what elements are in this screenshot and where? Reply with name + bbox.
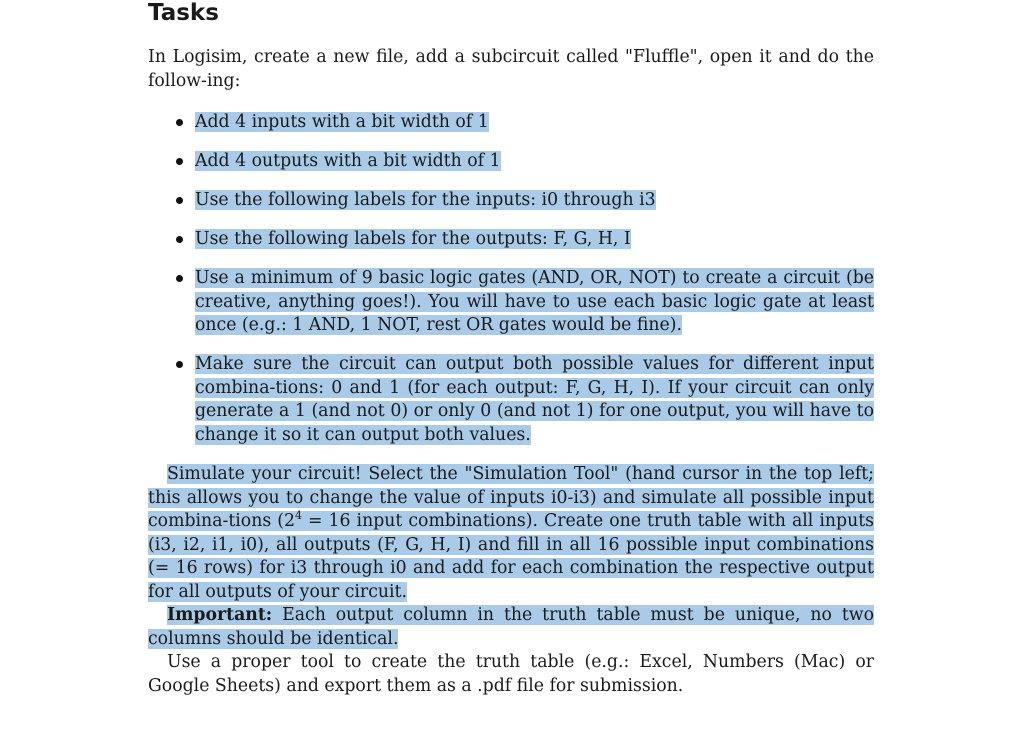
simulate-text-1: Simulate your circuit! Select the "Simulation Tool" (hand cursor in the top left; this allows you to change the value of inputs i0-i3) and simulate all possible input combina-tions (2 [148, 464, 874, 531]
highlighted-text[interactable]: Add 4 outputs with a bit width of 1 [195, 151, 501, 171]
important-text: Each output column in the truth table must be unique, no two columns should be identical. [148, 605, 874, 649]
list-item [148, 228, 874, 252]
highlighted-text[interactable]: Use the following labels for the inputs: i0 through i3 [195, 190, 656, 210]
highlighted-text[interactable] [148, 464, 874, 602]
highlighted-text[interactable]: Use a minimum of 9 basic logic gates (AND, OR, NOT) to create a circuit (be creative, anything goes!). You will have to use each basic logic gate at least once (e.g.: 1 AND, 1 NOT, rest OR gates would be fine). [195, 268, 874, 335]
list-item [148, 353, 874, 447]
list-item [148, 150, 874, 174]
highlighted-text[interactable]: Make sure the circuit can output both possible values for different input combina-tions: 0 and 1 (for each output: F, G, H, I). If your circuit can only generate a 1 (and not 0) or only 0 (and not 1) for one output, you will have to change it so it can output both values. [195, 354, 874, 445]
simulate-text-2: = 16 input combinations). Create one truth table with all inputs (i3, i2, i1, i0), all outputs (F, G, H, I) and fill in all 16 possible input combinations (= 16 rows) for i3 through i0 and add for each combination the respective output for all outputs of your circuit. [148, 511, 875, 602]
tool-paragraph: Use a proper tool to create the truth table (e.g.: Excel, Numbers (Mac) or Google Sheets) and export them as a .pdf file for submission. [148, 652, 874, 696]
simulate-paragraph [148, 463, 874, 604]
exponent: 4 [294, 509, 302, 523]
important-label: Important: [167, 605, 273, 625]
intro-paragraph: In Logisim, create a new file, add a subcircuit called "Fluffle", open it and do the follow-ing: [148, 47, 874, 91]
list-item [148, 267, 874, 338]
section-heading: Tasks [148, 0, 219, 26]
important-paragraph [148, 604, 874, 651]
highlighted-text[interactable] [148, 605, 874, 649]
list-item [148, 111, 874, 135]
highlighted-text[interactable]: Add 4 inputs with a bit width of 1 [195, 112, 489, 132]
list-item [148, 189, 874, 213]
task-list [148, 111, 874, 447]
highlighted-text[interactable]: Use the following labels for the outputs: F, G, H, I [195, 229, 631, 249]
